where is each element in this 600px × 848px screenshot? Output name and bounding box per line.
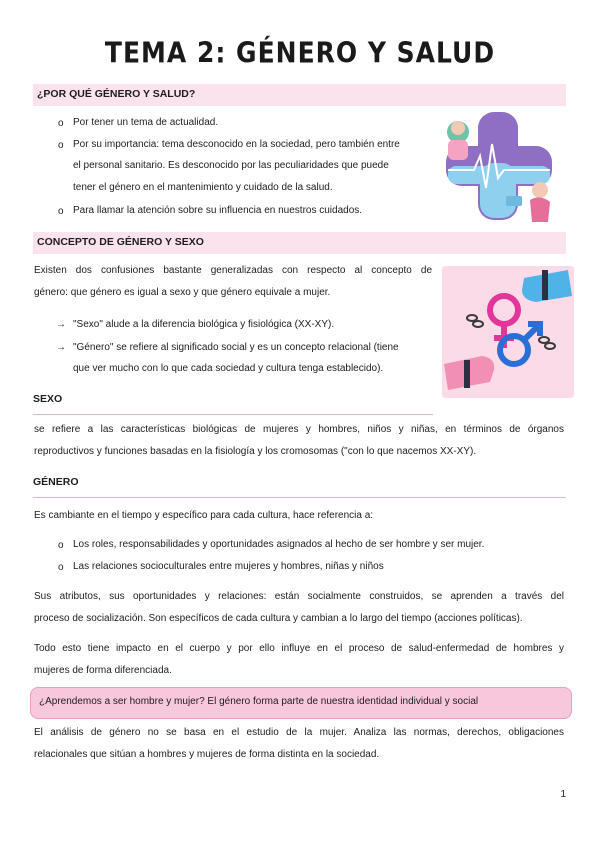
paragraph-line: relacionales que sitúan a hombres y mujeres de forma distinta en la sociedad. <box>34 749 380 760</box>
heading-rule <box>33 497 566 498</box>
arrow-item-text: "Género" se refiere al significado social y es un concepto relacional (tiene <box>73 342 399 353</box>
highlight-callout <box>30 687 572 719</box>
gender-symbols-illustration <box>442 266 574 398</box>
paragraph-line: Sus atributos, sus oportunidades y relaciones: están socialmente construidos, se aprenden a través del <box>34 591 564 602</box>
arrow-icon: → <box>56 319 66 330</box>
bullet-marker: o <box>58 206 64 217</box>
section-heading-concept-text: CONCEPTO DE GÉNERO Y SEXO <box>37 236 204 248</box>
arrow-icon: → <box>56 342 66 353</box>
bullet-text-continued: tener el género en el mantenimiento y cuidado de la salud. <box>73 182 333 193</box>
paragraph-line: proceso de socialización. Son específicos de cada cultura y cambian a lo largo del tiempo (acciones políticas). <box>34 613 523 624</box>
bullet-marker: o <box>58 118 64 129</box>
paragraph-line: género: que género es igual a sexo y que género equivale a mujer. <box>34 287 331 298</box>
bullet-text: Las relaciones socioculturales entre mujeres y hombres, niñas y niños <box>73 561 384 572</box>
section-heading-why-text: ¿POR QUÉ GÉNERO Y SALUD? <box>37 88 196 100</box>
paragraph-line: El análisis de género no se basa en el estudio de la mujer. Analiza las normas, derechos, obligaciones <box>34 727 564 738</box>
heading-genero: GÉNERO <box>33 476 79 488</box>
bullet-text: Por su importancia: tema desconocido en la sociedad, pero también entre <box>73 139 400 150</box>
bullet-text: Por tener un tema de actualidad. <box>73 117 219 128</box>
bullet-text: Los roles, responsabilidades y oportunidades asignados al hecho de ser hombre y ser mujer. <box>73 539 485 550</box>
page-title: TEMA 2: GÉNERO Y SALUD <box>104 35 496 70</box>
paragraph-line: Es cambiante en el tiempo y específico para cada cultura, hace referencia a: <box>34 510 374 521</box>
paragraph-line: Existen dos confusiones bastante generalizadas con respecto al concepto de <box>34 265 432 276</box>
bullet-marker: o <box>58 540 64 551</box>
arrow-item-text-continued: que ver mucho con lo que cada sociedad y cultura tenga establecido). <box>73 363 384 374</box>
heading-rule <box>33 414 433 415</box>
section-heading-concept <box>33 232 566 254</box>
bullet-text-continued: el personal sanitario. Es desconocido por las peculiaridades que puede <box>73 160 389 171</box>
arrow-item-text: "Sexo" alude a la diferencia biológica y fisiológica (XX-XY). <box>73 319 335 330</box>
paragraph-line: reproductivos y funciones basadas en la fisiología y los cromosomas ("con lo que nacemos XX-XY). <box>34 446 477 457</box>
page-number: 1 <box>560 789 566 800</box>
bullet-text: Para llamar la atención sobre su influencia en nuestros cuidados. <box>73 205 363 216</box>
callout-text: ¿Aprendemos a ser hombre y mujer? El género forma parte de nuestra identidad individual y social <box>39 696 479 707</box>
bullet-marker: o <box>58 140 64 151</box>
health-cross-illustration <box>444 108 554 223</box>
heading-sexo: SEXO <box>33 393 63 405</box>
paragraph-line: Todo esto tiene impacto en el cuerpo y por ello influye en el proceso de salud-enfermedad de hombres y <box>34 643 564 654</box>
paragraph-line: mujeres de forma diferenciada. <box>34 665 172 676</box>
bullet-marker: o <box>58 562 64 573</box>
paragraph-line: se refiere a las características biológicas de mujeres y hombres, niños y niñas, en términos de órganos <box>34 424 564 435</box>
section-heading-why <box>33 84 566 106</box>
